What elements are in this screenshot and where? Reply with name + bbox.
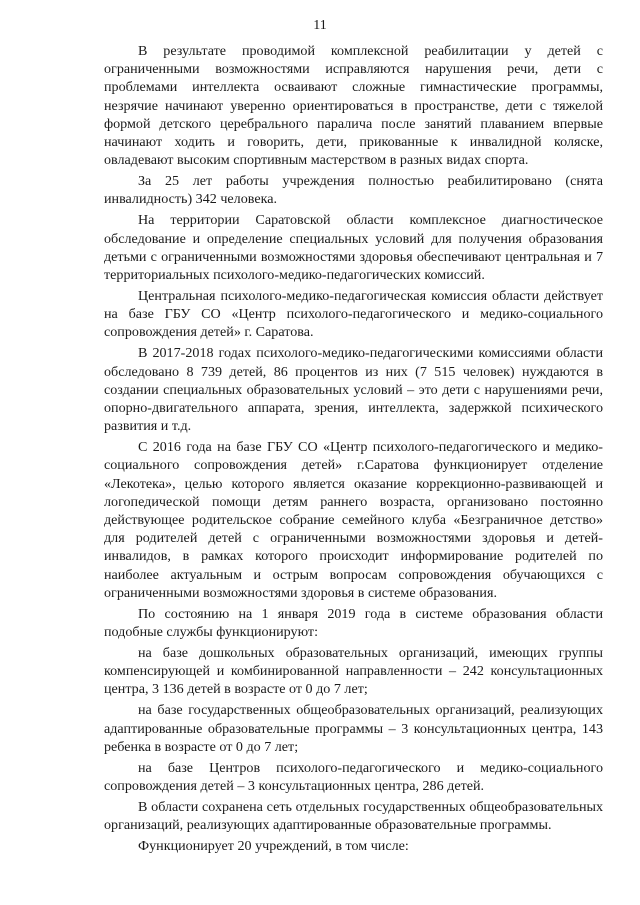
paragraph-pmpk-commissions: На территории Саратовской области комплексное диагностическое обследование и определение специальных условий для получения образования детьми с ограниченными возможностями здоровья обеспечивают центральная и 7 территориальных психолого-медико-педагогических комиссий. — [104, 212, 603, 284]
paragraph-disability-removed: За 25 лет работы учреждения полностью реабилитировано (снята инвалидность) 342 человека. — [104, 173, 603, 208]
paragraph-rehabilitation-results: В результате проводимой комплексной реабилитации у детей с ограниченными возможностями исправляются нарушения речи, дети с проблемами интеллекта осваивают сложные гимнастические программы, незрячие начинают уверенно ориентироваться в пространстве, дети с тяжелой формой детского церебрального паралича после занятий плаванием впервые начинают ходить и говорить, дети, прикованные к инвалидной коляске, овладевают высоким спортивным мастерством в разных видах спорта. — [104, 43, 603, 169]
paragraph-ppms-centers: на базе Центров психолого-педагогического и медико-социального сопровождения детей – 3 консультационных центра, 286 детей. — [104, 759, 603, 795]
paragraph-services-intro: По состоянию на 1 января 2019 года в системе образования области подобные службы функционируют: — [104, 605, 603, 641]
paragraph-central-commission: Центральная психолого-медико-педагогическая комиссия области действует на базе ГБУ СО «Центр психолого-педагогического и медико-социального сопровождения детей» г. Саратова. — [104, 288, 603, 341]
paragraph-institutions-count: Функционирует 20 учреждений, в том числе: — [138, 838, 409, 855]
paragraph-school-centers: на базе государственных общеобразовательных организаций, реализующих адаптированные образовательные программы – 3 консультационных центра, 143 ребенка в возрасте от 0 до 7 лет; — [104, 702, 603, 755]
document-body — [104, 42, 603, 856]
paragraph-school-network: В области сохранена сеть отдельных государственных общеобразовательных организаций, реализующих адаптированные образовательные программы. — [104, 799, 603, 834]
paragraph-preschool-centers: на базе дошкольных образовательных организаций, имеющих группы компенсирующей и комбинированной направленности – 242 консультационных центра, 3 136 детей в возрасте от 0 до 7 лет; — [104, 645, 603, 698]
page-number: 11 — [313, 18, 327, 33]
paragraph-lekoteka: С 2016 года на базе ГБУ СО «Центр психолого-педагогического и медико-социального сопровождения детей» г.Саратова функционирует отделение «Лекотека», целью которого является оказание коррекционно-развивающей и логопедической помощи детям раннего возраста, организовано постоянно действующее родительское собрание семейного клуба «Безграничное детство» для родителей детей с ограниченными возможностями здоровья и детей-инвалидов, в рамках которого происходит информирование родителей по наиболее актуальным и острым вопросам сопровождения обучающихся с ограниченными возможностями здоровья в системе образования. — [104, 439, 603, 601]
paragraph-examination-stats: В 2017-2018 годах психолого-медико-педагогическими комиссиями области обследовано 8 739 детей, 86 процентов из них (7 515 человек) нуждаются в создании специальных образовательных условий – это дети с нарушениями речи, опорно-двигательного аппарата, зрения, интеллекта, задержкой психического развития и т.д. — [104, 345, 603, 435]
